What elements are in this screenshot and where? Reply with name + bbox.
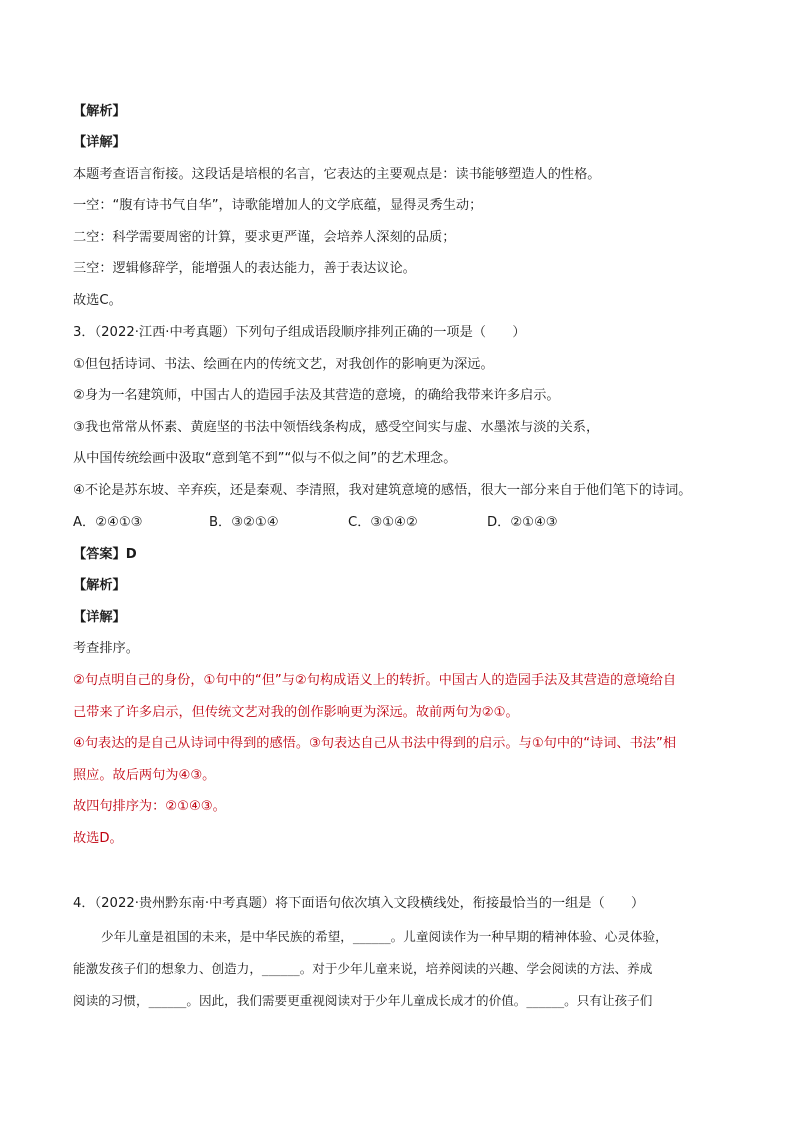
q3-answer: 【答案】D [73, 547, 137, 562]
q3-explanation-1b: 己带来了许多启示，但传统文艺对我的创作影响更为深远。故前两句为②①。 [73, 705, 519, 720]
q3-sentence-3b: 从中国传统绘画中汲取“意到笔不到”“似与不似之间”的艺术理念。 [73, 451, 457, 466]
q3-options [73, 514, 558, 532]
q4-passage-line-1: 少年儿童是祖国的未来，是中华民族的希望，______。儿童阅读作为一种早期的精神体验、心灵体验， [101, 929, 668, 944]
q3-topic: 考查排序。 [73, 641, 139, 656]
q3-explanation-2a: ④句表达的是自己从诗词中得到的感悟。③句表达自己从书法中得到的启示。与①句中的“诗词、书法”相 [73, 736, 677, 751]
q3-option-d: D．②①④③ [487, 515, 558, 530]
q3-explanation-1a: ②句点明自己的身份，①句中的“但”与②句构成语义上的转折。中国古人的造园手法及其营造的意境给自 [73, 673, 677, 688]
q3-stem: 3．（2022·江西·中考真题）下列句子组成语段顺序排列正确的一项是（ ） [73, 325, 526, 340]
q3-explanation-2b: 照应。故后两句为④③。 [73, 768, 216, 783]
q3-option-b: B．③②①④ [209, 515, 279, 530]
q3-conclusion: 故选D。 [73, 831, 123, 846]
q3-detail-heading: 【详解】 [73, 610, 126, 625]
q2-intro: 本题考查语言衔接。这段话是培根的名言，它表达的主要观点是：读书能够塑造人的性格。 [73, 167, 601, 182]
q4-stem: 4．（2022·贵州黔东南·中考真题）将下面语句依次填入文段横线处，衔接最恰当的一组是（ ） [73, 896, 645, 911]
q3-option-a: A．②④①③ [73, 515, 143, 530]
q2-blank2-explanation: 二空：科学需要周密的计算，要求更严谨，会培养人深刻的品质； [73, 230, 456, 245]
q3-sentence-2: ②身为一名建筑师，中国古人的造园手法及其营造的意境，的确给我带来许多启示。 [73, 388, 560, 403]
q3-analysis-heading: 【解析】 [73, 578, 126, 593]
q3-option-c: C．③①④② [348, 515, 418, 530]
q3-sentence-1: ①但包括诗词、书法、绘画在内的传统文艺，对我创作的影响更为深远。 [73, 357, 494, 372]
q2-analysis-heading: 【解析】 [73, 104, 126, 119]
q4-passage-line-2: 能激发孩子们的想象力、创造力，______。对于少年儿童来说，培养阅读的兴趣、学会阅读的方法、养成 [73, 961, 653, 976]
q4-passage-line-3: 阅读的习惯，______。因此，我们需要更重视阅读对于少年儿童成长成才的价值。______。只有让孩子们 [73, 993, 653, 1008]
q2-detail-heading: 【详解】 [73, 135, 126, 150]
q2-blank3-explanation: 三空：逻辑修辞学，能增强人的表达能力，善于表达议论。 [73, 261, 416, 276]
q3-explanation-3: 故四句排序为：②①④③。 [73, 799, 226, 814]
q2-conclusion: 故选C。 [73, 293, 122, 308]
q3-sentence-4: ④不论是苏东坡、辛弃疾，还是秦观、李清照，我对建筑意境的感悟，很大一部分来自于他们笔下的诗词。 [73, 483, 692, 498]
q2-blank1-explanation: 一空：“腹有诗书气自华”，诗歌能增加人的文学底蕴，显得灵秀生动； [73, 198, 483, 213]
q3-sentence-3a: ③我也常常从怀素、黄庭坚的书法中领悟线条构成，感受空间实与虚、水墨浓与淡的关系， [73, 420, 600, 435]
